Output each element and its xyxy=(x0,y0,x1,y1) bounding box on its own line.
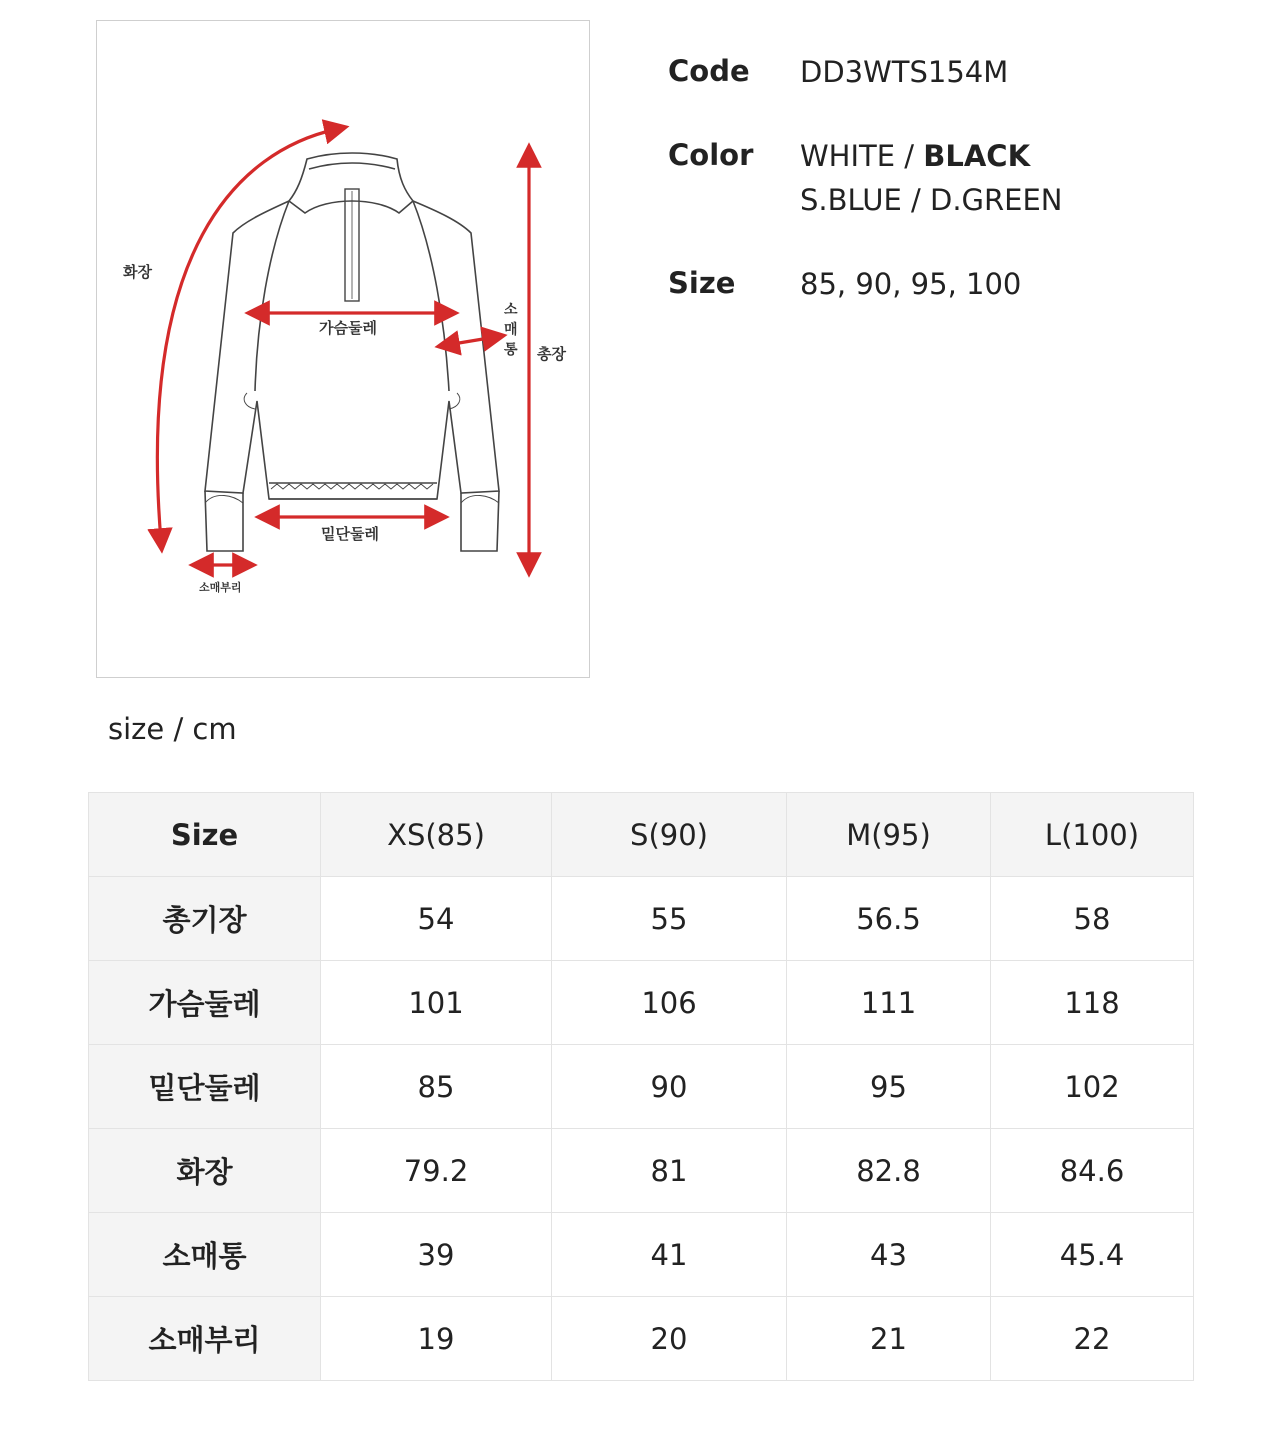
row-label: 총기장 xyxy=(89,877,321,961)
table-cell: 106 xyxy=(552,961,787,1045)
table-cell: 79.2 xyxy=(321,1129,552,1213)
color-value-line1 xyxy=(800,134,1030,178)
size-value: 85, 90, 95, 100 xyxy=(800,267,1022,301)
sleeve-length-arrow xyxy=(157,129,337,541)
table-cell: 45.4 xyxy=(991,1213,1194,1297)
code-value: DD3WTS154M xyxy=(800,55,1009,89)
table-row xyxy=(89,877,1194,961)
table-row xyxy=(89,1045,1194,1129)
header-xs: XS(85) xyxy=(321,793,552,877)
table-cell: 19 xyxy=(321,1297,552,1381)
label-total-length: 총장 xyxy=(537,345,566,363)
table-cell: 39 xyxy=(321,1213,552,1297)
label-sleeve-length: 화장 xyxy=(123,263,152,281)
table-cell: 21 xyxy=(787,1297,991,1381)
table-cell: 101 xyxy=(321,961,552,1045)
header-m: M(95) xyxy=(787,793,991,877)
row-label: 화장 xyxy=(89,1129,321,1213)
color-black: BLACK xyxy=(923,139,1031,173)
color-white: WHITE / xyxy=(800,139,924,173)
table-cell: 43 xyxy=(787,1213,991,1297)
table-row xyxy=(89,1297,1194,1381)
label-sleeve-width-2: 매 xyxy=(504,322,518,338)
garment-outline xyxy=(205,153,499,551)
table-cell: 54 xyxy=(321,877,552,961)
table-cell: 111 xyxy=(787,961,991,1045)
table-cell: 58 xyxy=(991,877,1194,961)
label-hem: 밑단둘레 xyxy=(321,525,379,543)
table-row xyxy=(89,961,1194,1045)
sleeve-width-arrow xyxy=(447,337,495,345)
header-size: Size xyxy=(89,793,321,877)
table-cell: 22 xyxy=(991,1297,1194,1381)
label-sleeve-width-1: 소 xyxy=(504,302,518,318)
table-cell: 118 xyxy=(991,961,1194,1045)
label-sleeve-width-3: 통 xyxy=(504,342,518,358)
unit-label: size / cm xyxy=(108,712,237,746)
table-cell: 95 xyxy=(787,1045,991,1129)
row-label: 소매부리 xyxy=(89,1297,321,1381)
table-cell: 81 xyxy=(552,1129,787,1213)
size-label: Size xyxy=(668,266,736,300)
size-table xyxy=(88,792,1194,1381)
label-cuff: 소매부리 xyxy=(199,581,242,594)
table-cell: 85 xyxy=(321,1045,552,1129)
color-label: Color xyxy=(668,138,754,172)
table-row xyxy=(89,1129,1194,1213)
row-label: 가슴둘레 xyxy=(89,961,321,1045)
table-cell: 84.6 xyxy=(991,1129,1194,1213)
color-value-line2: S.BLUE / D.GREEN xyxy=(800,183,1063,217)
table-cell: 20 xyxy=(552,1297,787,1381)
table-header-row xyxy=(89,793,1194,877)
code-label: Code xyxy=(668,54,750,88)
sweatshirt-sketch xyxy=(97,21,591,679)
row-label: 소매통 xyxy=(89,1213,321,1297)
table-row xyxy=(89,1213,1194,1297)
table-cell: 55 xyxy=(552,877,787,961)
label-chest: 가슴둘레 xyxy=(319,319,377,337)
table-cell: 90 xyxy=(552,1045,787,1129)
header-s: S(90) xyxy=(552,793,787,877)
garment-diagram xyxy=(96,20,590,678)
table-cell: 102 xyxy=(991,1045,1194,1129)
table-cell: 41 xyxy=(552,1213,787,1297)
table-cell: 82.8 xyxy=(787,1129,991,1213)
header-l: L(100) xyxy=(991,793,1194,877)
row-label: 밑단둘레 xyxy=(89,1045,321,1129)
table-cell: 56.5 xyxy=(787,877,991,961)
